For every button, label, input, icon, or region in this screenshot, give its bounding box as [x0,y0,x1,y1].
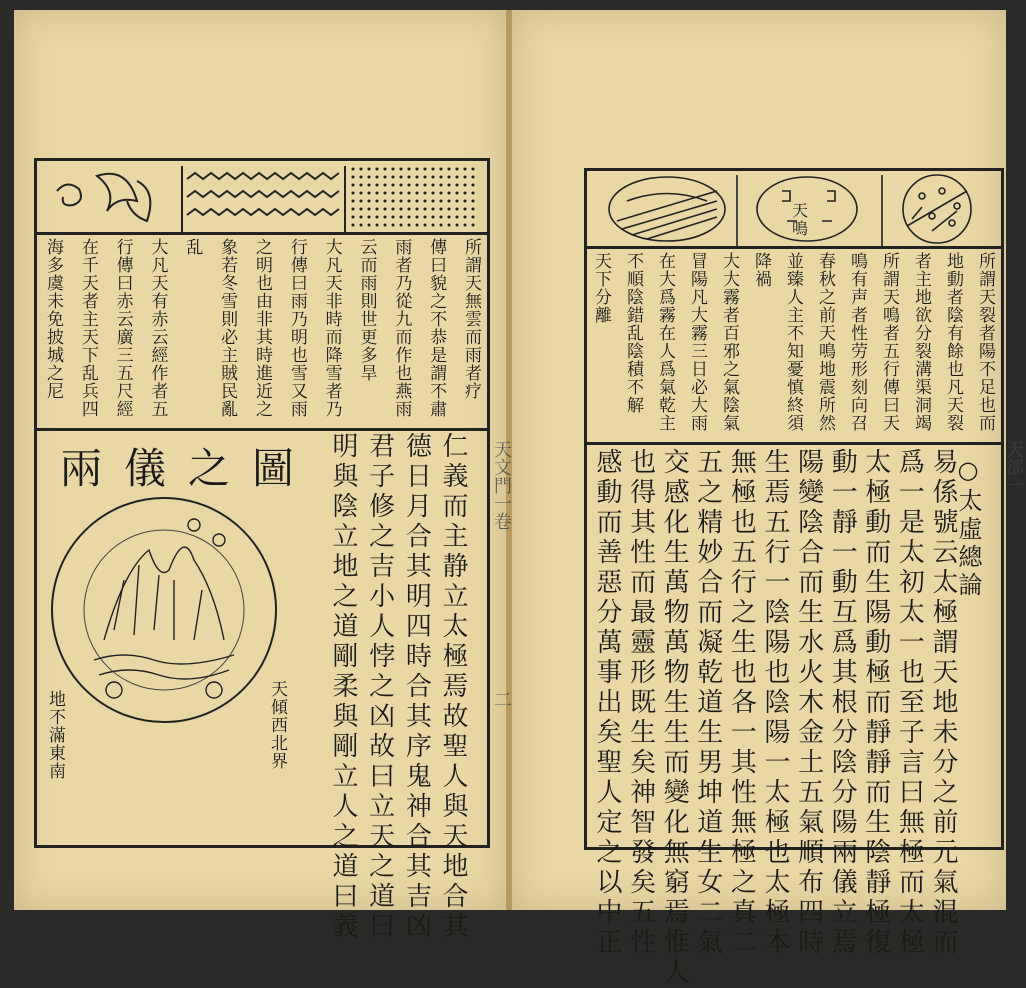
text-column: 所謂天裂者陽不足也而 [975,252,995,432]
right-margin-label: 天部一 [1003,440,1024,494]
text-column: 行傳曰雨乃明也雪又雨 [286,238,307,418]
text-column: 云而雨則世更多旱 [356,238,377,382]
left-margin-label: 天文門一卷 [491,440,512,530]
text-column: 無極也五行之生也各一其性無極之真二 [726,448,757,958]
right-divider-middle [584,442,1001,445]
text-column: 也得其性而最靈形既生矣神智發矣五性 [625,448,656,958]
text-column: 大凡天非時而降雪者乃 [321,238,342,418]
text-column: 乱 [182,238,203,256]
left-cloud-pattern-band [37,161,484,232]
text-column: 爲一是太初太一也至子言曰無極而太極 [894,448,925,958]
left-divider-top [34,232,487,235]
text-column: 鳴有声者性劳形刻向召 [847,252,867,432]
section-heading: ○太虛總論 [954,456,982,600]
text-column: 大凡天有赤云經作者五 [147,238,168,418]
diagram-title-text: 兩儀之圖 [60,444,317,493]
text-column: 春秋之前天鳴地震所然 [815,252,835,432]
text-column: 象若冬雪則必主賊民亂 [217,238,238,418]
text-column: 德日月合其明四時合其序鬼神合其吉凶 [401,432,432,942]
svg-text:鳴: 鳴 [792,219,809,238]
diagram-title [60,436,316,496]
text-column: 行傳曰赤云廣三五尺經 [112,238,133,418]
text-column: 大大霧者百邪之氣陰氣 [719,252,739,432]
text-column: 在千天者主天下乱兵四 [77,238,98,418]
text-column: 冒陽凡大霧三日必大雨 [687,252,707,432]
text-column: 之明也由非其時進近之 [252,238,272,418]
text-column: 所謂天鳴者五行傳曰天 [879,252,899,432]
svg-text:天: 天 [792,201,809,220]
text-column: 仁義而主静立太極焉故聖人與天地合其 [438,432,468,942]
text-column: 地動者陰有餘也凡天裂 [943,252,963,432]
text-column: 陽變陰合而生水火木金土五氣順布四時 [793,448,824,958]
text-column: 所謂天無雲而雨者疗 [461,238,481,400]
text-column: 雨者乃從九而作也燕雨 [391,238,412,418]
text-column: 者主地欲分裂溝渠洞竭 [911,252,931,432]
diagram-caption-left: 地不滿東南 [45,690,65,780]
text-column: 降禍 [751,252,771,288]
diagram-caption-right: 天傾西北界 [267,680,287,770]
text-column: 易係號云太極謂天地未分之前元氣混而 [928,448,958,958]
text-column: 太極動而生陽動極而靜靜而生陰靜極復 [860,448,891,958]
text-column: 不順陰錯乱陰積不解 [623,252,643,414]
text-column: 君子修之吉小人悖之凶故曰立天之道曰 [364,432,395,942]
text-column: 生焉五行一陰陽也陰陽一太極也太極本 [760,448,790,958]
left-divider-middle [34,428,487,431]
text-column: 天下分離 [591,252,611,324]
text-column: 交感化生萬物萬物生生而變化無窮焉惟人 [659,448,690,988]
text-column: 海多虞未免披城之尼 [43,238,63,400]
two-forms-diagram [44,490,284,730]
text-column: 動一靜一動互爲其根分陰分陽兩儀立焉 [827,448,858,958]
text-column: 五之精妙合而凝乾道生男坤道生女二氣 [692,448,723,958]
right-divider-top [584,246,1001,249]
text-column: 並臻人主不知憂慎終須 [783,252,803,432]
text-column: 感動而善惡分萬事出矣聖人定之以中正 [592,448,622,958]
text-column: 明與陰立地之道剛柔與剛立人之道曰義 [328,432,358,942]
text-column: 在大爲霧在人爲氣乾主 [655,252,675,432]
left-page-number: 二 [491,690,512,708]
right-sky-phenomena-band [587,171,998,246]
text-column: 傳曰貌之不恭是謂不肅 [426,238,447,418]
